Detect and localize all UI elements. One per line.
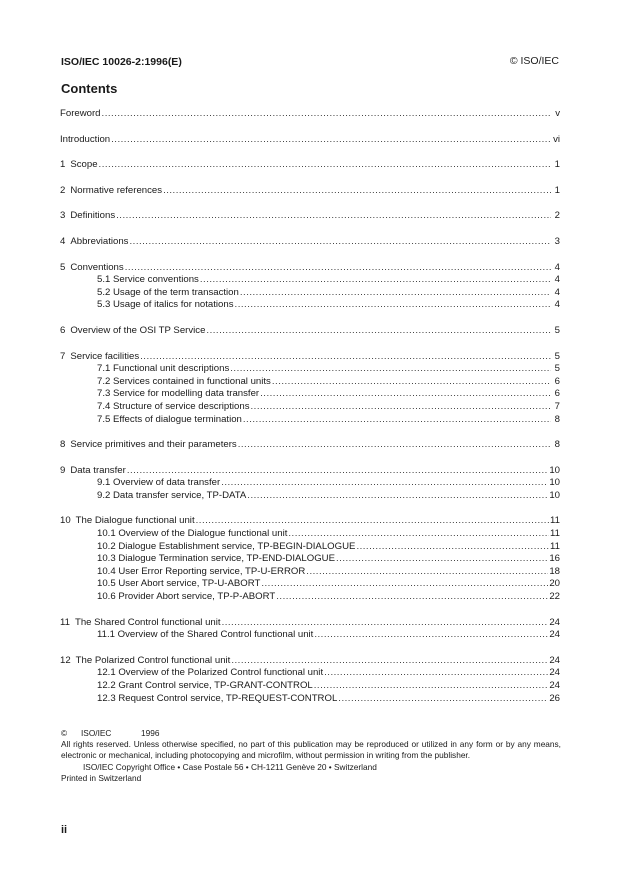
dot-leader (221, 477, 548, 490)
toc-entry-label: 10.5 User Abort service, TP-U-ABORT (97, 578, 261, 590)
toc-entry-page: 1 (554, 159, 560, 171)
toc-entry-page: 5 (554, 350, 560, 362)
dot-leader (314, 680, 549, 693)
toc-entry-page: 10 (549, 477, 560, 489)
toc-entry-number: 3 (60, 210, 66, 222)
toc-entry-label: Conventions (70, 261, 124, 273)
toc-subentry[interactable] (60, 591, 560, 604)
copyright-year: 1996 (141, 728, 160, 738)
toc-entry-page: 4 (554, 299, 560, 311)
toc-subentry[interactable] (60, 376, 560, 389)
toc-entry[interactable] (60, 108, 560, 121)
dot-leader (243, 414, 551, 427)
toc-entry-page: 4 (554, 286, 560, 298)
toc-entry-page: 20 (549, 578, 560, 590)
toc-entry-number: 11 (60, 616, 70, 628)
copyright-notice (61, 728, 561, 784)
dot-leader (206, 325, 551, 338)
toc-entry-label: 12.3 Request Control service, TP-REQUEST-CONTROL (97, 692, 338, 704)
dot-leader (163, 185, 551, 198)
toc-entry-page: 4 (554, 261, 560, 273)
toc-entry-page: 11 (550, 528, 560, 540)
toc-entry-page: 1 (554, 184, 560, 196)
toc-subentry[interactable] (60, 629, 560, 642)
copyright-symbol: © (61, 728, 68, 738)
toc-entry-label: 11.1 Overview of the Shared Control functional unit (97, 629, 314, 641)
standard-identifier: ISO/IEC 10026-2:1996(E) (61, 56, 182, 68)
dot-leader (127, 465, 549, 478)
dot-leader (288, 528, 549, 541)
toc-entry-number: 12 (60, 654, 71, 666)
toc-entry-page: 22 (549, 591, 560, 603)
toc-entry-label: 5.3 Usage of italics for notations (97, 299, 234, 311)
dot-leader (196, 515, 549, 528)
toc-entry-page: 24 (549, 654, 560, 666)
toc-entry-label: 10.4 User Error Reporting service, TP-U-ERROR (97, 565, 306, 577)
toc-entry-label: 10.1 Overview of the Dialogue functional unit (97, 528, 288, 540)
toc-entry-page: 10 (549, 464, 560, 476)
toc-subentry[interactable] (60, 477, 560, 490)
toc-entry[interactable] (60, 325, 560, 338)
dot-leader (99, 159, 551, 172)
dot-leader (247, 490, 548, 503)
toc-entry-label: The Shared Control functional unit (74, 616, 221, 628)
toc-entry-label: Overview of the OSI TP Service (70, 324, 206, 336)
dot-leader (231, 655, 548, 668)
toc-subentry[interactable] (60, 299, 560, 312)
toc-subentry[interactable] (60, 388, 560, 401)
toc-entry-number: 9 (60, 464, 66, 476)
toc-entry-page: 8 (554, 439, 560, 451)
dot-leader (272, 376, 551, 389)
toc-subentry[interactable] (60, 541, 560, 554)
toc-entry-number: 5 (60, 261, 66, 273)
toc-entry-number: 6 (60, 324, 66, 336)
dot-leader (116, 210, 551, 223)
dot-leader (261, 578, 548, 591)
toc-entry[interactable] (60, 617, 560, 630)
toc-entry-page: 16 (549, 553, 560, 565)
dot-leader (356, 541, 549, 554)
toc-subentry[interactable] (60, 287, 560, 300)
toc-subentry[interactable] (60, 578, 560, 591)
table-of-contents (60, 108, 560, 705)
rights-statement: All rights reserved. Unless otherwise specified, no part of this publication may be reproduced or utilized in any form or by any means, electronic or mechanical, including photocopying and microfilm, without permission in writing from the publisher. (61, 739, 561, 761)
toc-entry-number: 8 (60, 439, 66, 451)
header-copyright: © ISO/IEC (509, 55, 559, 67)
dot-leader (276, 591, 548, 604)
toc-entry-label: Service primitives and their parameters (70, 439, 237, 451)
toc-subentry[interactable] (60, 363, 560, 376)
toc-entry-label: Introduction (60, 133, 111, 145)
toc-entry-number: 7 (60, 350, 66, 362)
toc-entry-page: v (555, 108, 560, 119)
toc-subentry[interactable] (60, 528, 560, 541)
toc-entry-label: The Polarized Control functional unit (75, 654, 231, 666)
toc-entry[interactable] (60, 515, 560, 528)
toc-entry-number: 4 (60, 235, 66, 247)
dot-leader (222, 617, 549, 630)
dot-leader (111, 134, 551, 147)
toc-entry-label: Service facilities (70, 350, 140, 362)
dot-leader (240, 287, 551, 300)
toc-subentry[interactable] (60, 490, 560, 503)
page-number: ii (61, 824, 68, 836)
dot-leader (336, 553, 548, 566)
dot-leader (125, 262, 551, 275)
toc-entry-label: 7.2 Services contained in functional units (97, 375, 271, 387)
toc-entry-label: 10.6 Provider Abort service, TP-P-ABORT (97, 591, 276, 603)
toc-entry[interactable] (60, 210, 560, 223)
toc-entry-label: 12.1 Overview of the Polarized Control functional unit (97, 667, 324, 679)
dot-leader (260, 388, 551, 401)
toc-entry-page: 3 (554, 235, 560, 247)
toc-subentry[interactable] (60, 680, 560, 693)
toc-entry-page: 2 (554, 210, 560, 222)
toc-entry-label: 7.3 Service for modelling data transfer (97, 388, 260, 400)
toc-entry-page: 26 (549, 692, 560, 704)
dot-leader (238, 439, 551, 452)
dot-leader (306, 566, 548, 579)
toc-entry-page: 7 (554, 400, 560, 412)
toc-entry-label: 9.1 Overview of data transfer (97, 477, 221, 489)
dot-leader (338, 693, 548, 706)
copyright-org: ISO/IEC (81, 728, 112, 738)
toc-entry-label: Foreword (60, 108, 101, 119)
toc-entry-page: 8 (554, 413, 560, 425)
toc-entry-page: 24 (549, 667, 560, 679)
dot-leader (314, 629, 548, 642)
dot-leader (235, 299, 551, 312)
dot-leader (129, 236, 551, 249)
toc-entry-page: 24 (549, 616, 560, 628)
toc-entry-label: 7.5 Effects of dialogue termination (97, 413, 242, 425)
toc-entry[interactable] (60, 262, 560, 275)
toc-entry-number: 1 (60, 159, 66, 171)
toc-entry-number: 2 (60, 184, 66, 196)
toc-entry-page: 4 (554, 274, 560, 286)
dot-leader (140, 351, 551, 364)
toc-entry[interactable] (60, 465, 560, 478)
dot-leader (324, 667, 548, 680)
toc-entry-page: 5 (554, 363, 560, 375)
toc-entry[interactable] (60, 236, 560, 249)
dot-leader (102, 108, 551, 121)
toc-entry[interactable] (60, 351, 560, 364)
toc-entry[interactable] (60, 439, 560, 452)
toc-entry-label: Abbreviations (70, 235, 129, 247)
printed-in: Printed in Switzerland (61, 772, 142, 783)
toc-entry-label: 10.2 Dialogue Establishment service, TP-BEGIN-DIALOGUE (97, 540, 356, 552)
toc-entry-page: 11 (550, 540, 560, 552)
toc-entry-label: Scope (70, 159, 98, 171)
toc-entry-label: The Dialogue functional unit (75, 515, 195, 527)
toc-entry-label: Data transfer (70, 464, 126, 476)
toc-subentry[interactable] (60, 693, 560, 706)
toc-entry-label: 5.1 Service conventions (97, 274, 199, 286)
copyright-line (61, 728, 561, 739)
toc-entry-label: 9.2 Data transfer service, TP-DATA (97, 489, 247, 501)
dot-leader (230, 363, 551, 376)
toc-entry-page: 11 (550, 515, 560, 527)
toc-subentry[interactable] (60, 414, 560, 427)
dot-leader (200, 274, 551, 287)
toc-entry-number: 10 (60, 515, 71, 527)
toc-subentry[interactable] (60, 667, 560, 680)
toc-entry-page: 24 (549, 680, 560, 691)
toc-entry-label: 7.1 Functional unit descriptions (97, 363, 230, 375)
toc-entry-page: 5 (554, 324, 560, 336)
toc-entry-label: 12.2 Grant Control service, TP-GRANT-CONTROL (97, 680, 313, 691)
dot-leader (251, 401, 551, 414)
toc-entry-label: Definitions (70, 210, 116, 222)
toc-entry[interactable] (60, 134, 560, 147)
toc-entry-page: 6 (554, 388, 560, 400)
toc-entry-label: 7.4 Structure of service descriptions (97, 400, 250, 412)
office-address: ISO/IEC Copyright Office • Case Postale 56 • CH-1211 Genève 20 • Switzerland (83, 761, 377, 772)
toc-subentry[interactable] (60, 274, 560, 287)
toc-subentry[interactable] (60, 553, 560, 566)
page-title: Contents (61, 81, 118, 96)
toc-entry[interactable] (60, 655, 560, 668)
toc-entry-page: 18 (549, 565, 560, 577)
toc-entry-page: 24 (549, 629, 560, 641)
toc-entry-page: vi (553, 133, 560, 145)
toc-entry[interactable] (60, 159, 560, 172)
toc-subentry[interactable] (60, 401, 560, 414)
toc-entry-page: 6 (554, 375, 560, 387)
toc-entry-label: Normative references (70, 184, 163, 196)
toc-entry[interactable] (60, 185, 560, 198)
toc-entry-page: 10 (549, 489, 560, 501)
toc-entry-label: 10.3 Dialogue Termination service, TP-END-DIALOGUE (97, 553, 335, 565)
toc-entry-label: 5.2 Usage of the term transaction (97, 286, 239, 298)
toc-subentry[interactable] (60, 566, 560, 579)
